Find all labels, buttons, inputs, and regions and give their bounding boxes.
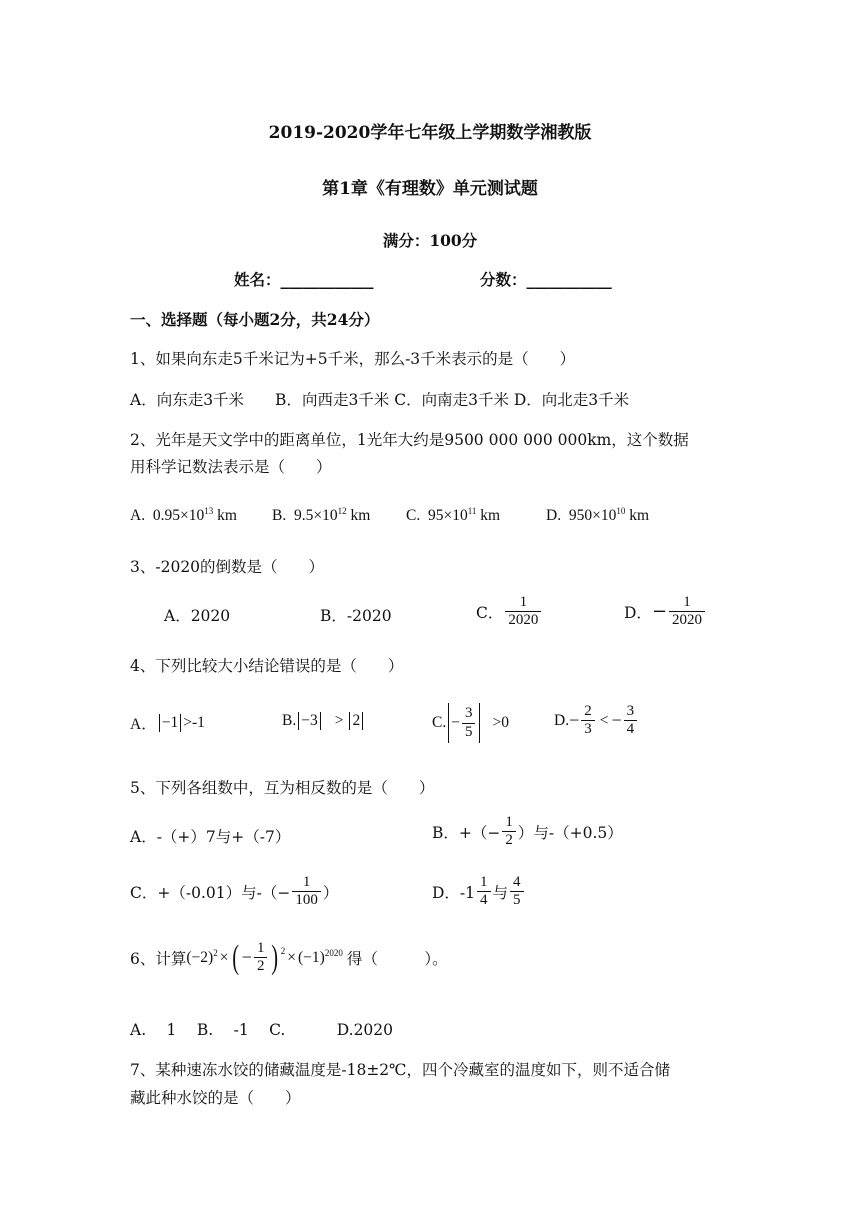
- q1-stem: 1、如果向东走5千米记为+5千米，那么-3千米表示的是（ ）: [130, 350, 576, 368]
- score-label: 分数：: [480, 270, 527, 289]
- q4-option-d: D. − $\frac{2}{3}$ < − $\frac{3}{4}$: [554, 703, 639, 739]
- name-label: 姓名：: [234, 270, 281, 289]
- q6-stem: 6、计算 $(-2)^2$ × ( − $\frac{1}{2}$ ) $^2$ × $(-1)^{2020}$ 得（ ）。: [130, 938, 448, 976]
- q6-expr3: $(-1)^{2020}$: [298, 948, 343, 967]
- q5-option-d: D．-1 $\frac{1}{4}$ 与 $\frac{4}{5}$: [432, 874, 526, 910]
- q5-option-b: B．+（− $\frac{1}{2}$ ）与-（+0.5）: [432, 814, 623, 849]
- q2-option-d: D. $950\times 10^{10}$ km: [546, 506, 650, 525]
- q5-option-a: A．-（+）7与+（-7）: [130, 828, 291, 846]
- name-blank: ____________: [280, 270, 374, 289]
- full-score: 满分：100分: [382, 231, 478, 250]
- doc-title-line2: 第1章《有理数》单元测试题: [322, 179, 538, 199]
- q2-option-c: C. $95\times 10^{11}$ km: [406, 506, 501, 525]
- q2-stem-line1: 2、光年是天文学中的距离单位，1光年大约是9500 000 000 000km，这个数据: [130, 431, 689, 449]
- doc-title-line1: 2019-2020学年七年级上学期数学湘教版: [268, 123, 592, 143]
- q2-option-a: A. $0.95\times 10^{13}$ km: [130, 506, 237, 525]
- q3-stem: 3、-2020的倒数是（ ）: [130, 558, 325, 576]
- q3-option-a: A．2020: [164, 607, 231, 625]
- q3-option-b: B．-2020: [320, 607, 392, 625]
- q3-c-fraction: $\frac{1}{2020}$: [505, 594, 541, 630]
- q2-stem-line2: 用科学记数法表示是（ ）: [130, 458, 332, 476]
- q6-options: A. 1 B. -1 C. D.2020: [130, 1021, 394, 1039]
- score-blank: ___________: [526, 270, 612, 289]
- q5-stem: 5、下列各组数中，互为相反数的是（ ）: [130, 779, 435, 797]
- q4-option-c: C. − $\frac{3}{5}$ >0: [432, 703, 509, 743]
- q3-option-d: D． − $\frac{1}{2020}$: [624, 594, 707, 630]
- q2-option-b: B. $9.5\times 10^{12}$ km: [272, 506, 371, 525]
- score-field[interactable]: [480, 268, 612, 290]
- q6-expr1: $(-2)^2$: [186, 948, 218, 967]
- q4-option-b: B. −3 > 2: [282, 712, 365, 730]
- q5-option-c: C．+（-0.01）与-（− $\frac{1}{100}$ ）: [130, 874, 339, 909]
- section-heading: 一、选择题（每小题2分，共24分）: [130, 310, 380, 329]
- q1-options: A．向东走3千米 B．向西走3千米 C．向南走3千米 D．向北走3千米: [130, 391, 630, 409]
- name-field[interactable]: [234, 268, 374, 290]
- q7-stem-line2: 藏此种水饺的是（ ）: [130, 1089, 301, 1107]
- q7-stem-line1: 7、某种速冻水饺的储藏温度是-18±2℃，四个冷藏室的温度如下，则不适合储: [130, 1061, 671, 1079]
- q3-d-fraction: $\frac{1}{2020}$: [669, 594, 705, 630]
- q4-option-a: A． −1 >-1: [130, 714, 205, 733]
- q4-stem: 4、下列比较大小结论错误的是（ ）: [130, 657, 404, 675]
- q3-option-c: C． $\frac{1}{2020}$: [476, 594, 543, 630]
